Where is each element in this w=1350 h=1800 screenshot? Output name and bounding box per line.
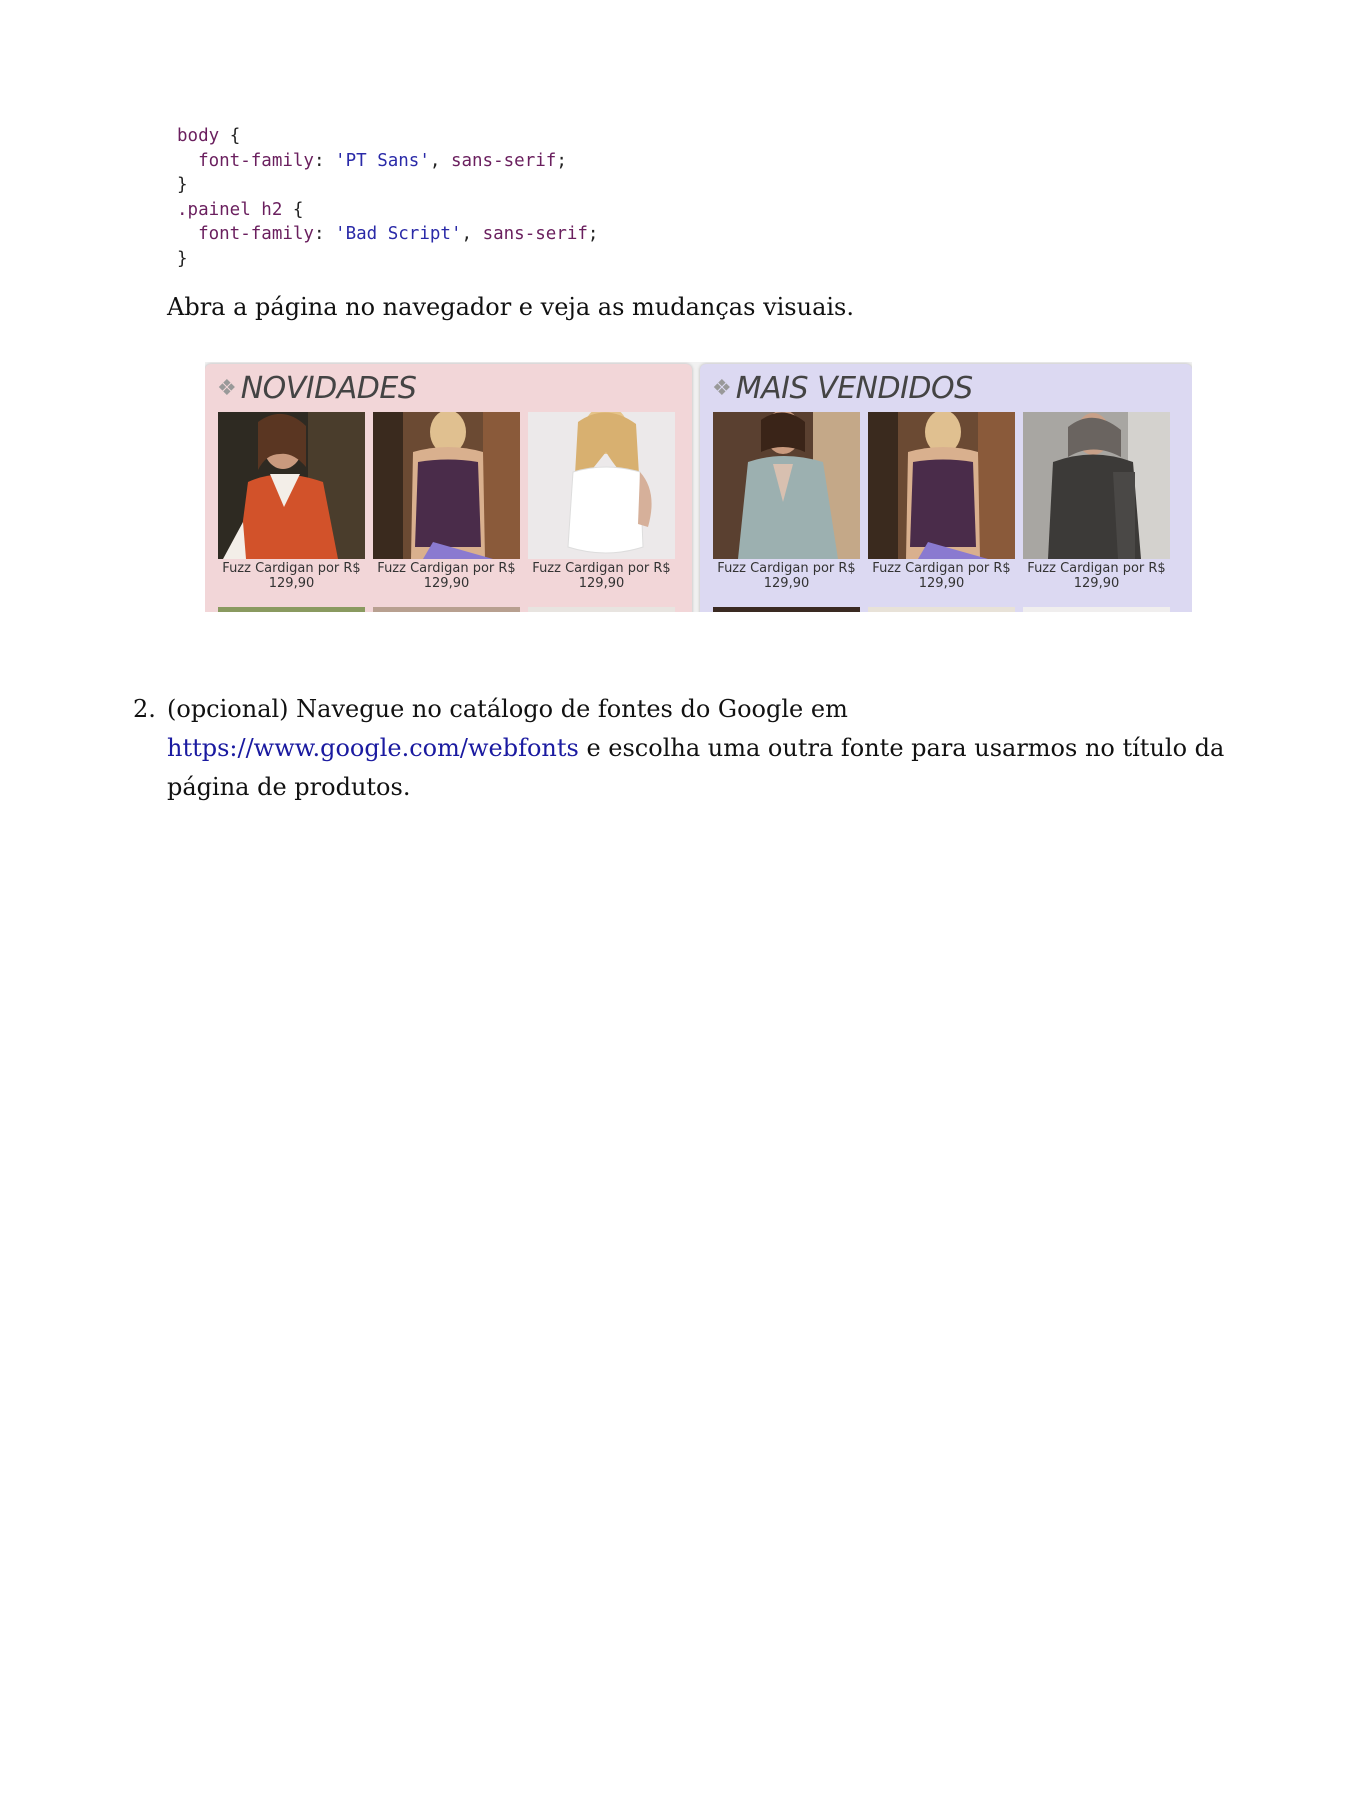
- product-card[interactable]: [528, 412, 675, 591]
- product-row: [713, 412, 1170, 591]
- diamond-icon: ❖: [217, 375, 237, 401]
- product-card[interactable]: [218, 412, 365, 591]
- product-row-partial: [218, 607, 675, 612]
- product-caption: Fuzz Cardigan por R$ 129,90: [717, 561, 856, 591]
- code-selector: .painel h2: [177, 199, 283, 220]
- panel-title: [217, 368, 416, 408]
- code-keyword: sans-serif: [450, 150, 557, 171]
- list-item: (opcional) Navegue no catálogo de fontes do Google em https://www.google.com/webfonts e escolha uma outra fonte para usarmos no título da página de produtos.: [167, 695, 1225, 801]
- diamond-icon: ❖: [712, 375, 732, 401]
- product-card[interactable]: [868, 412, 1015, 591]
- list-number: 2.: [133, 695, 156, 723]
- code-string: 'Bad Script': [335, 224, 462, 244]
- code-selector: body: [177, 126, 220, 146]
- product-photo: [868, 607, 1015, 612]
- product-caption: Fuzz Cardigan por R$ 129,90: [1027, 561, 1166, 591]
- instruction-paragraph: Abra a página no navegador e veja as mudanças visuais.: [167, 293, 854, 321]
- panel-heading: MAIS VENDIDOS: [735, 370, 973, 406]
- panel-title: [712, 368, 973, 408]
- code-property: font-family: [177, 150, 314, 171]
- screenshot-figure: [205, 362, 1192, 612]
- product-photo[interactable]: [373, 412, 520, 559]
- product-photo[interactable]: [528, 412, 675, 559]
- product-caption: Fuzz Cardigan por R$ 129,90: [532, 561, 671, 591]
- product-card[interactable]: [713, 412, 860, 591]
- product-caption: Fuzz Cardigan por R$ 129,90: [872, 561, 1011, 591]
- product-photo[interactable]: [713, 412, 860, 559]
- code-property: font-family: [177, 224, 314, 244]
- product-photo[interactable]: [218, 412, 365, 559]
- product-row: [218, 412, 675, 591]
- webfonts-link[interactable]: https://www.google.com/webfonts: [167, 734, 579, 762]
- panel-novidades: [205, 364, 692, 612]
- product-photo: [713, 607, 860, 612]
- product-photo: [1023, 607, 1170, 612]
- panel-mais-vendidos: [700, 364, 1192, 612]
- product-caption: Fuzz Cardigan por R$ 129,90: [222, 561, 361, 591]
- panel-heading: NOVIDADES: [240, 370, 417, 406]
- code-keyword: sans-serif: [482, 224, 588, 244]
- product-row-partial: [713, 607, 1170, 612]
- product-card[interactable]: [373, 412, 520, 591]
- product-photo[interactable]: [868, 412, 1015, 559]
- product-photo[interactable]: [1023, 412, 1170, 559]
- product-photo: [373, 607, 520, 612]
- css-code-block: body { font-family: 'PT Sans', sans-serif; } .painel h2 { font-family: 'Bad Script', sans-serif; }: [177, 126, 599, 269]
- code-string: 'PT Sans': [335, 150, 430, 171]
- product-card[interactable]: [1023, 412, 1170, 591]
- product-caption: Fuzz Cardigan por R$ 129,90: [377, 561, 516, 591]
- product-photo: [218, 607, 365, 612]
- product-photo: [528, 607, 675, 612]
